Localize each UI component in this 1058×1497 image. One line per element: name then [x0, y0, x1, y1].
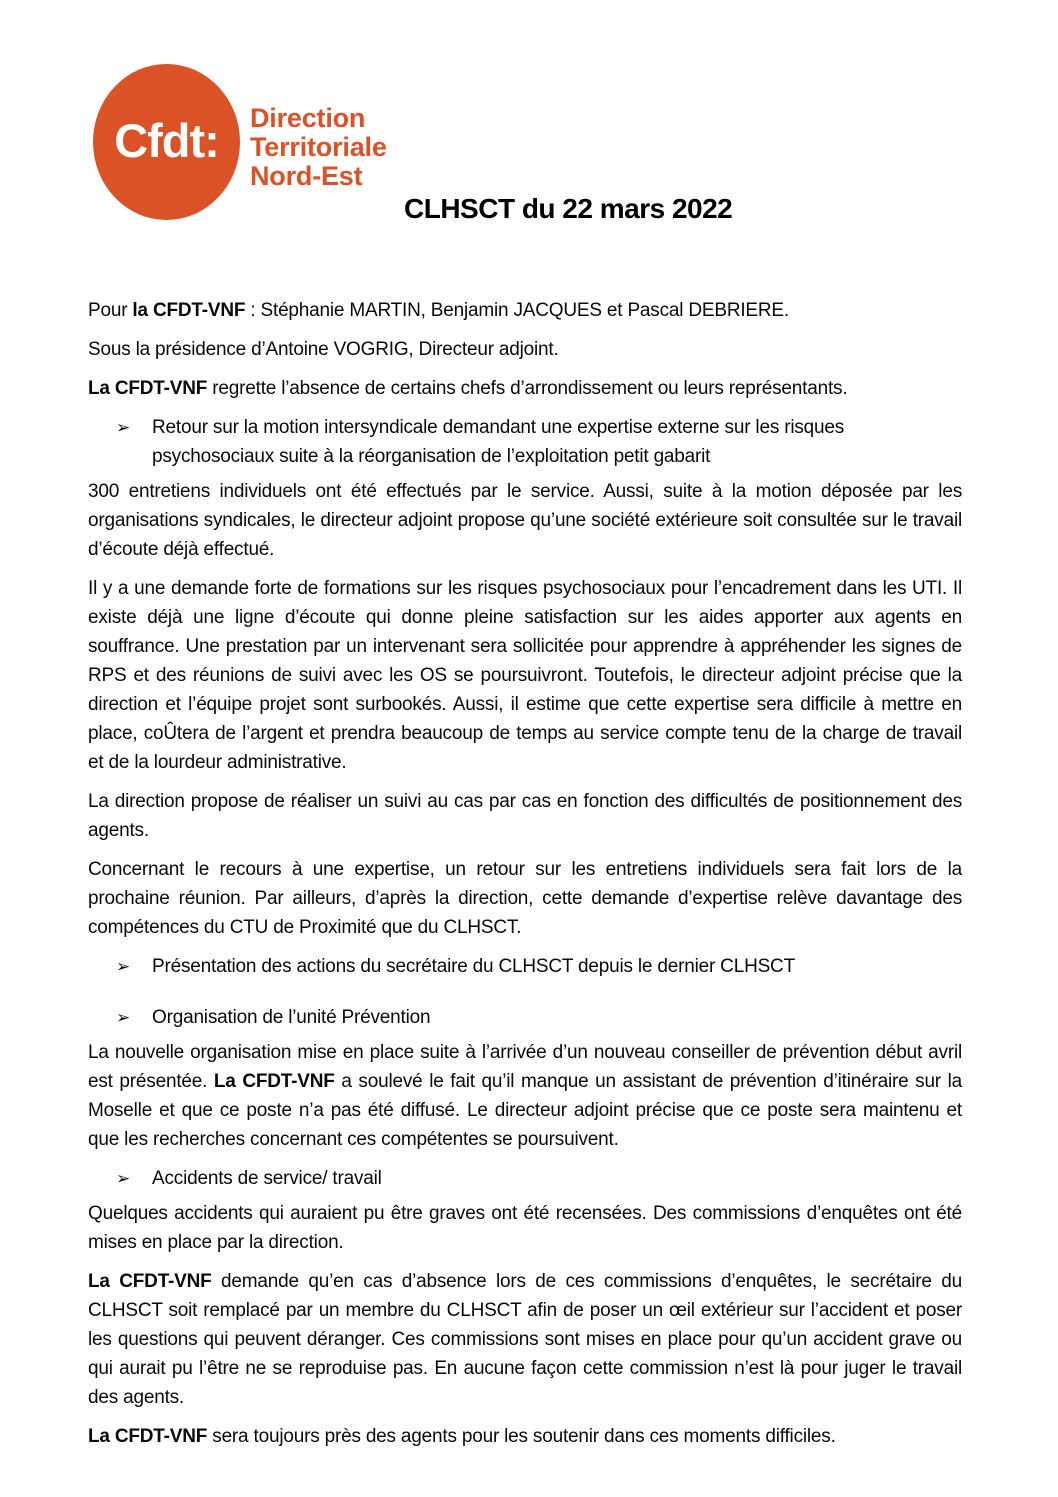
paragraph	[88, 374, 962, 403]
paragraph	[88, 574, 962, 777]
text-segment: regrette l’absence de certains chefs d’arrondissement ou leurs représentants.	[207, 378, 848, 399]
document-title: CLHSCT du 22 mars 2022	[404, 193, 733, 224]
bullet-arrow-icon: ➢	[116, 957, 131, 976]
cfdt-logo-text: Cfdt:	[114, 113, 219, 167]
paragraph	[88, 1267, 962, 1412]
paragraph	[88, 855, 962, 942]
bold-text-segment: La CFDT-VNF	[213, 1071, 335, 1092]
cfdt-logo	[93, 64, 240, 220]
org-name-line3: Nord-Est	[250, 161, 363, 191]
bullet-item	[88, 413, 962, 471]
text-segment: Retour sur la motion intersyndicale demandant une expertise externe sur les risques psychosociaux suite à la réorganisation de l’exploitation petit gabarit	[152, 417, 845, 467]
org-name	[250, 104, 387, 191]
text-segment: demande qu’en cas d’absence lors de ces commissions d’enquêtes, le secrétaire du CLHSCT soit remplacé par un membre du CLHSCT afin de poser un œil extérieur sur l’accident et poser les questions qui peuvent déranger. Ces commissions sont mises en place pour qu’un accident grave ou qui aurait pu l’être ne se reproduise pas. En aucune façon cette commission n’est là pour juger le travail des agents.	[88, 1271, 962, 1408]
text-segment: Présentation des actions du secrétaire du CLHSCT depuis le dernier CLHSCT	[152, 956, 795, 977]
text-segment: Concernant le recours à une expertise, un retour sur les entretiens individuels sera fait lors de la prochaine réunion. Par ailleurs, d’après la direction, cette demande d’expertise relève davantage des compétences du CTU de Proximité que du CLHSCT.	[88, 859, 962, 938]
paragraph	[88, 477, 962, 564]
text-segment: Il y a une demande forte de formations sur les risques psychosociaux pour l’encadrement dans les UTI. Il existe déjà une ligne d’écoute qui donne pleine satisfaction sur les aides apporter aux agents en souffrance. Une prestation par un intervenant sera sollicitée pour apprendre à appréhender les signes de RPS et des réunions de suivi avec les OS se poursuivront. Toutefois, le directeur adjoint précise que la direction et l’équipe projet sont surbookés. Aussi, il estime que cette expertise sera difficile à mettre en place, coÛtera de l’argent et prendra beaucoup de temps au service compte tenu de la charge de travail et de la lourdeur administrative.	[88, 578, 962, 773]
bullet-arrow-icon: ➢	[116, 418, 131, 437]
bullet-item	[88, 1164, 962, 1193]
bullet-arrow-icon: ➢	[116, 1169, 131, 1188]
bold-text-segment: La CFDT-VNF	[88, 378, 208, 399]
text-segment: La nouvelle organisation mise en place suite à l’arrivée d’un nouveau conseiller de prévention début avril est présentée.	[88, 1042, 962, 1092]
bold-text-segment: La CFDT-VNF	[88, 1271, 212, 1292]
text-segment: Quelques accidents qui auraient pu être graves ont été recensées. Des commissions d’enquêtes ont été mises en place par la direction.	[88, 1203, 962, 1253]
paragraph	[88, 1199, 962, 1257]
org-name-line2: Territoriale	[250, 132, 387, 162]
text-segment: a soulevé le fait qu’il manque un assistant de prévention d’itinéraire sur la Moselle et que ce poste n’a pas été diffusé. Le directeur adjoint précise que ce poste sera maintenu et que les recherches concernant ces compétentes se poursuivent.	[88, 1071, 963, 1150]
document-body	[88, 296, 962, 1461]
paragraph	[88, 1038, 962, 1154]
text-segment: La direction propose de réaliser un suivi au cas par cas en fonction des difficultés de positionnement des agents.	[88, 791, 962, 841]
text-segment: Accidents de service/ travail	[152, 1168, 382, 1189]
bullet-item	[88, 952, 962, 981]
text-segment: sera toujours près des agents pour les soutenir dans ces moments difficiles.	[207, 1426, 836, 1447]
org-name-line1: Direction	[250, 103, 366, 133]
paragraph	[88, 1422, 962, 1451]
bullet-item	[88, 1003, 962, 1032]
text-segment: Organisation de l’unité Prévention	[152, 1007, 431, 1028]
paragraph	[88, 787, 962, 845]
text-segment: : Stéphanie MARTIN, Benjamin JACQUES et Pascal DEBRIERE.	[245, 300, 789, 321]
text-segment: 300 entretiens individuels ont été effectués par le service. Aussi, suite à la motion déposée par les organisations syndicales, le directeur adjoint propose qu’une société extérieure soit consultée sur le travail d’écoute déjà effectué.	[88, 481, 962, 560]
text-segment: Pour	[88, 300, 133, 321]
paragraph	[88, 335, 962, 364]
bullet-arrow-icon: ➢	[116, 1008, 131, 1027]
text-segment: Sous la présidence d’Antoine VOGRIG, Directeur adjoint.	[88, 339, 559, 360]
paragraph	[88, 296, 962, 325]
bold-text-segment: La CFDT-VNF	[88, 1426, 208, 1447]
bold-text-segment: la CFDT-VNF	[132, 300, 246, 321]
